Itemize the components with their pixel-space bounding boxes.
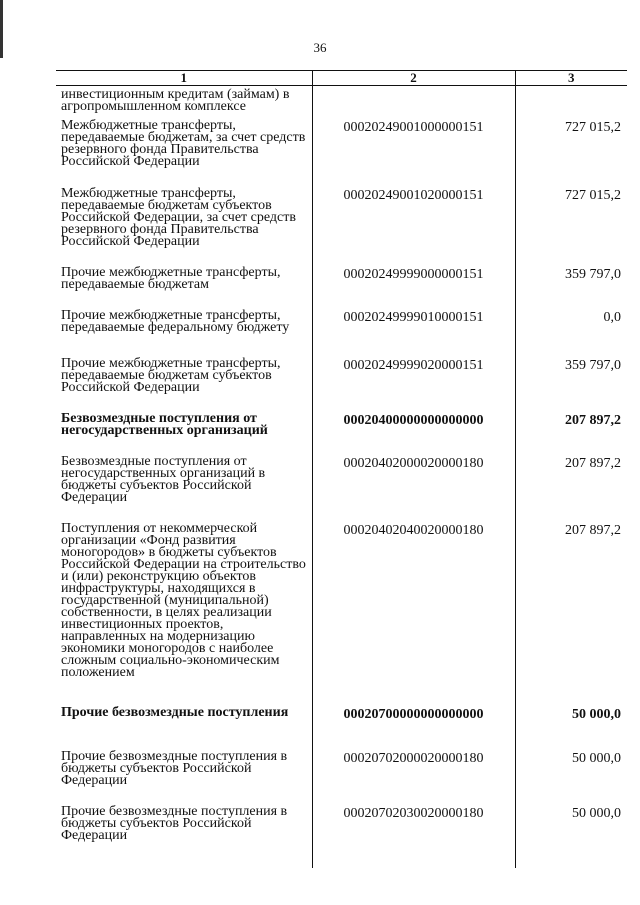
row-code: 00020249999020000151 — [312, 358, 515, 413]
row-code: 00020249999000000151 — [312, 267, 515, 310]
row-code: 00020702000020000180 — [312, 751, 515, 806]
row-name: Прочие межбюджетные трансферты, передаваемые бюджетам субъектов Российской Федерации — [61, 356, 281, 395]
row-name: Прочие межбюджетные трансферты, передаваемые федеральному бюджету — [61, 308, 290, 335]
column-header-3: 3 — [515, 71, 627, 86]
row-code: 00020402000020000180 — [312, 456, 515, 523]
row-amount: 359 797,0 — [515, 358, 627, 413]
row-code: 00020249001000000151 — [312, 120, 515, 188]
table-row — [56, 310, 627, 358]
row-code: 00020249999010000151 — [312, 310, 515, 358]
row-name: Безвозмездные поступления от негосударственных организаций в бюджеты субъектов Российской Федерации — [61, 454, 266, 505]
row-name: Прочие безвозмездные поступления в бюджеты субъектов Российской Федерации — [61, 804, 288, 843]
row-name: Безвозмездные поступления от негосударственных организаций — [61, 411, 268, 438]
row-name: Прочие безвозмездные поступления в бюджеты субъектов Российской Федерации — [61, 749, 288, 788]
row-amount: 727 015,2 — [515, 188, 627, 267]
table-row — [56, 120, 627, 188]
table-row — [56, 358, 627, 413]
table-header-row — [56, 71, 627, 86]
table-row — [56, 267, 627, 310]
budget-table — [56, 70, 627, 868]
row-amount: 359 797,0 — [515, 267, 627, 310]
row-name: Межбюджетные трансферты, передаваемые бюджетам субъектов Российской Федерации, за счет средств резервного фонда Правительства Российской Федерации — [61, 186, 296, 249]
row-code: 00020702030020000180 — [312, 806, 515, 868]
row-amount: 50 000,0 — [515, 707, 627, 751]
row-code: 00020402040020000180 — [312, 523, 515, 707]
table-row — [56, 523, 627, 707]
row-code: 00020400000000000000 — [312, 413, 515, 456]
row-name: Межбюджетные трансферты, передаваемые бюджетам, за счет средств резервного фонда Правительства Российской Федерации — [61, 118, 306, 169]
column-header-1: 1 — [56, 71, 312, 86]
table-row-section — [56, 413, 627, 456]
table-row — [56, 806, 627, 868]
table-row — [56, 86, 627, 121]
table-row-section — [56, 707, 627, 751]
row-name: Поступления от некоммерческой организации «Фонд развития моногородов» в бюджеты субъектов Российской Федерации на строительство и (или) реконструкцию объектов инфраструктуры, находящихся в государственной (муниципальной) собственности, в целях реализации инвестиционных проектов, направленных на модернизацию экономики моногородов с наиболее сложным социально-экономическим положением — [61, 521, 306, 680]
row-code: 00020249001020000151 — [312, 188, 515, 267]
row-amount: 207 897,2 — [515, 523, 627, 707]
row-amount: 50 000,0 — [515, 806, 627, 868]
row-amount: 0,0 — [515, 310, 627, 358]
row-name: инвестиционным кредитам (займам) в агропромышленном комплексе — [61, 87, 290, 114]
column-header-2: 2 — [312, 71, 515, 86]
row-amount — [515, 86, 627, 121]
row-amount: 207 897,2 — [515, 456, 627, 523]
table-row — [56, 188, 627, 267]
row-code — [312, 86, 515, 121]
row-amount: 727 015,2 — [515, 120, 627, 188]
row-code: 00020700000000000000 — [312, 707, 515, 751]
table-row — [56, 751, 627, 806]
page-number: 36 — [313, 40, 327, 55]
table-row — [56, 456, 627, 523]
row-amount: 50 000,0 — [515, 751, 627, 806]
row-name: Прочие безвозмездные поступления — [61, 705, 289, 720]
row-amount: 207 897,2 — [515, 413, 627, 456]
row-name: Прочие межбюджетные трансферты, передаваемые бюджетам — [61, 265, 281, 292]
